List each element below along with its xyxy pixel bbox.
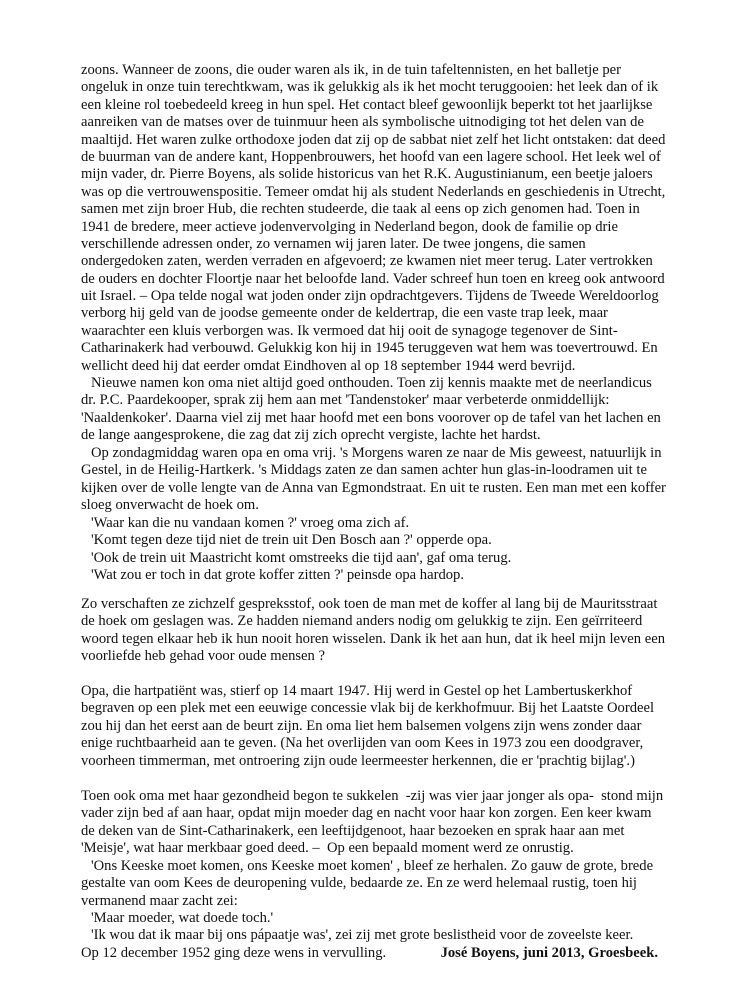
dialogue-window bbox=[81, 515, 681, 585]
text-line: vermanend maar zacht zei: bbox=[81, 892, 238, 909]
paragraph-conversation bbox=[81, 596, 681, 666]
dialogue-moeder bbox=[81, 910, 681, 945]
text-line: maaltijd. Het waren zulke orthodoxe joden dat zij op de sabbat niet zelf het licht ontstaken: dat deed bbox=[81, 131, 666, 148]
text-line: was op die vertrouwenspositie. Temeer omdat hij als student Nederlands en geschiedenis in Utrecht, bbox=[81, 183, 666, 200]
text-line: 'Waar kan die nu vandaan komen ?' vroeg oma zich af. bbox=[91, 515, 410, 531]
text-line: ongeluk in onze tuin terechtkwam, was ik gelukkig als ik het mocht teruggooien: het leek dan of ik bbox=[81, 79, 659, 96]
text-line: de buurman van de andere kant, Hoppenbrouwers, het hoofd van een lagere school. Het leek wel of bbox=[81, 148, 661, 165]
text-line: mijn vader, dr. Pierre Boyens, als solide historicus van het R.K. Augustinianum, een beetje jaloers bbox=[81, 166, 653, 183]
text-line: 'Ik wou dat ik maar bij ons pápaatje was', zei zij met grote beslistheid voor de zoveelste keer. bbox=[91, 927, 634, 944]
text-line: zou hij dan het eerst aan de beurt zijn. En oma liet hem balsemen volgens zijn wens zonder daar bbox=[81, 717, 642, 734]
text-line: voorheen timmerman, met ontroering zijn oude leermeester herkennen, die er 'prachtig bijlag'.) bbox=[81, 752, 635, 769]
paragraph-oma-illness bbox=[81, 788, 681, 858]
text-line: de hoek om geslagen was. Ze hadden niemand anders nodig om gelukkig te zijn. Een geïrriteerd bbox=[81, 613, 643, 630]
text-line: Op zondagmiddag waren opa en oma vrij. 's Morgens waren ze naar de Mis geweest, natuurlijk in bbox=[91, 445, 662, 461]
paragraph-keeske bbox=[81, 858, 681, 910]
text-line: de ouders en dochter Floortje naar het beloofde land. Vader schreef hun toen en kreeg ook antwoord bbox=[81, 270, 665, 287]
text-line: kijken over de volle lengte van de Anna van Egmondstraat. En uit te rusten. Een man met een koffer bbox=[81, 479, 666, 496]
text-line: de deken van de Sint-Catharinakerk, een leeftijdgenoot, haar bezoeken en sprak haar aan met bbox=[81, 822, 625, 839]
text-line: verschillende adressen onder, zo vernamen wij jaren later. De twee jongens, die samen bbox=[81, 235, 586, 252]
text-line: een kleine rol toebedeeld kreeg in hun spel. Het contact bleef gewoonlijk beperkt tot het jaarlijkse bbox=[81, 96, 653, 113]
text-line: 'Maar moeder, wat doede toch.' bbox=[91, 910, 274, 926]
closing-row bbox=[81, 945, 681, 962]
paragraph-neighbours bbox=[81, 62, 681, 375]
text-line: ondergedoken zaten, werden verraden en afgevoerd; ze kwamen niet meer terug. Later vertrokken bbox=[81, 253, 653, 270]
text-line: 'Meisje', wat haar merkbaar goed deed. – Op een bepaald moment werd ze onrustig. bbox=[81, 840, 574, 857]
text-line: de lange aangesprokene, die zag dat zij zich oprecht vergiste, lachte het hardst. bbox=[81, 427, 541, 444]
text-line: dr. P.C. Paardekooper, sprak zij hem aan met 'Tandenstoker' maar verbeterde onmiddellijk: bbox=[81, 392, 610, 409]
text-line: enige ruchtbaarheid aan te geven. (Na het overlijden van oom Kees in 1973 zou een doodgraver, bbox=[81, 735, 644, 752]
text-line: woord tegen elkaar heb ik hun nooit horen wisselen. Dank ik het aan hun, dat ik heel mijn leven een bbox=[81, 630, 665, 647]
text-line: Catharinakerk had verbouwd. Gelukkig kon hij in 1945 teruggeven wat hem was toevertrouwd. En bbox=[81, 340, 658, 357]
text-line: Gestel, in de Heilig-Hartkerk. 's Middags zaten ze dan samen achter hun glas-in-loodramen uit te bbox=[81, 462, 647, 479]
text-line: voorliefde heb gehad voor oude mensen ? bbox=[81, 648, 325, 665]
author-signature: José Boyens, juni 2013, Groesbeek. bbox=[440, 945, 658, 961]
text-line: 'Naaldenkoker'. Daarna viel zij met haar hoofd met een bons voorover op de tafel van het lachen en bbox=[81, 409, 661, 426]
text-line: Toen ook oma met haar gezondheid begon te sukkelen -zij was vier jaar jonger als opa- stond mijn bbox=[81, 788, 664, 804]
text-line: sloeg onverwacht de hoek om. bbox=[81, 497, 259, 514]
text-line: Opa, die hartpatiënt was, stierf op 14 maart 1947. Hij werd in Gestel op het Lambertuskerkhof bbox=[81, 683, 633, 699]
paragraph-names bbox=[81, 375, 681, 445]
text-line: 'Wat zou er toch in dat grote koffer zitten ?' peinsde opa hardop. bbox=[91, 567, 464, 584]
text-line: Zo verschaften ze zichzelf gespreksstof, ook toen de man met de koffer al lang bij de Mauritsstraat bbox=[81, 596, 658, 612]
text-line: 'Komt tegen deze tijd niet de trein uit Den Bosch aan ?' opperde opa. bbox=[91, 532, 492, 549]
text-line: waarachter een kluis verborgen was. Ik vermoed dat hij ooit de synagoge tegenover de Sint- bbox=[81, 322, 618, 339]
paragraph-opa-death bbox=[81, 683, 681, 770]
text-line: wellicht deed hij dat eerder omdat Eindhoven al op 18 september 1944 werd bevrijd. bbox=[81, 357, 576, 374]
text-line: vader zijn bed af aan haar, opdat mijn moeder dag en nacht voor haar kon zorgen. Een keer kwam bbox=[81, 805, 652, 822]
text-line: gestalte van oom Kees de deuropening vulde, bedaarde ze. En ze werd helemaal rustig, toen hij bbox=[81, 875, 637, 892]
text-line: uit Israel. – Opa telde nogal wat joden onder zijn opdrachtgevers. Tijdens de Tweede Wereldoorlog bbox=[81, 288, 659, 305]
text-line: aanreiken van de matses over de tuinmuur heen als symbolische uitnodiging tot het delen van de bbox=[81, 114, 644, 131]
text-line: samen met zijn broer Hub, die rechten studeerde, die taak al eens op zich genomen had. Toen in bbox=[81, 201, 640, 218]
text-line: 'Ons Keeske moet komen, ons Keeske moet komen' , bleef ze herhalen. Zo gauw de grote, brede bbox=[91, 858, 654, 874]
text-line: Nieuwe namen kon oma niet altijd goed onthouden. Toen zij kennis maakte met de neerlandicus bbox=[91, 375, 652, 391]
text-line: verborg hij geld van de joodse gemeente onder de keldertrap, die een vaste trap leek, maar bbox=[81, 305, 608, 322]
text-line: zoons. Wanneer de zoons, die ouder waren als ik, in de tuin tafeltennisten, en het balletje per bbox=[81, 62, 621, 78]
text-line: begraven op een plek met een eeuwige concessie vlak bij de kerkhofmuur. Bij het Laatste Oordeel bbox=[81, 700, 654, 717]
text-line: 'Ook de trein uit Maastricht komt omstreeks die tijd aan', gaf oma terug. bbox=[91, 549, 512, 566]
paragraph-sunday bbox=[81, 445, 681, 515]
text-line: 1941 de bredere, meer actieve jodenvervolging in Nederland begon, dook de familie op drie bbox=[81, 218, 618, 235]
closing-line: Op 12 december 1952 ging deze wens in vervulling. bbox=[81, 945, 387, 961]
